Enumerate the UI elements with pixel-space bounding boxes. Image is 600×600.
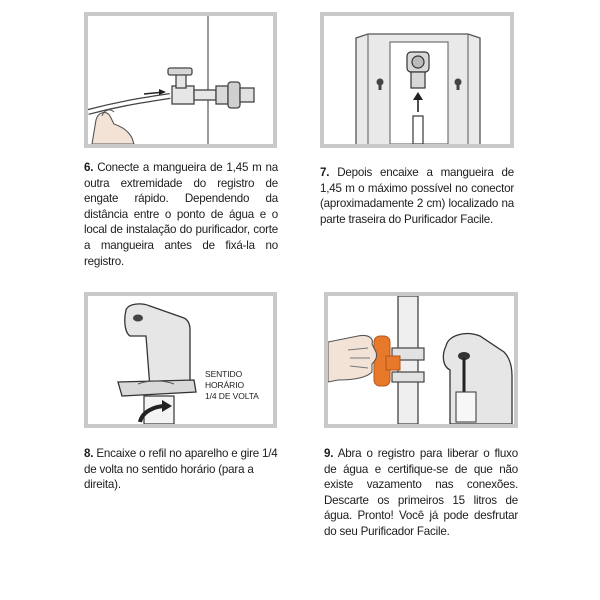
step-6-illustration [84,12,277,148]
step-6-text [84,160,278,269]
hand [92,113,134,144]
valve-body [172,86,194,104]
step-9-text [324,446,518,540]
step-7-number: 7. [320,166,330,179]
caption-line-3: 1/4 DE VOLTA [205,391,259,401]
purifier-head [443,334,512,424]
step-8-illustration [84,292,277,428]
step-7-text [320,165,514,227]
caption-line-2: HORÁRIO [205,380,244,390]
step-8-body: Encaixe o refil no aparelho e gire 1/4 de volta no sentido horário (para a direita). [84,447,278,492]
step-7-body: Depois encaixe a mangueira de 1,45 m o máximo possível no conector (aproximadamente 2 cm) localizado na parte traseira do Purificador Facile. [320,166,514,226]
step-6-body: Conecte a mangueira de 1,45 m na outra extremidade do registro de engate rápido. Dependendo da distância entre o ponto de água e o local de instalação do purificador, corte a mangueira antes de fixá-la no registro. [84,161,278,268]
caption-line-1: SENTIDO [205,369,243,379]
step-8-text [84,446,284,493]
step-9-illustration [324,292,518,428]
step-8-caption [205,369,259,402]
step-6-number: 6. [84,161,94,174]
hand [328,335,377,382]
step-7-illustration [320,12,514,148]
step-9-body: Abra o registro para liberar o fluxo de água e certifique-se de que não existe vazamento nas conexões. Descarte os primeiros 15 litros de água. Pronto! Você já pode desfrutar do seu Purificador Facile. [324,447,518,538]
step-8-number: 8. [84,447,94,460]
step-9-number: 9. [324,447,334,460]
